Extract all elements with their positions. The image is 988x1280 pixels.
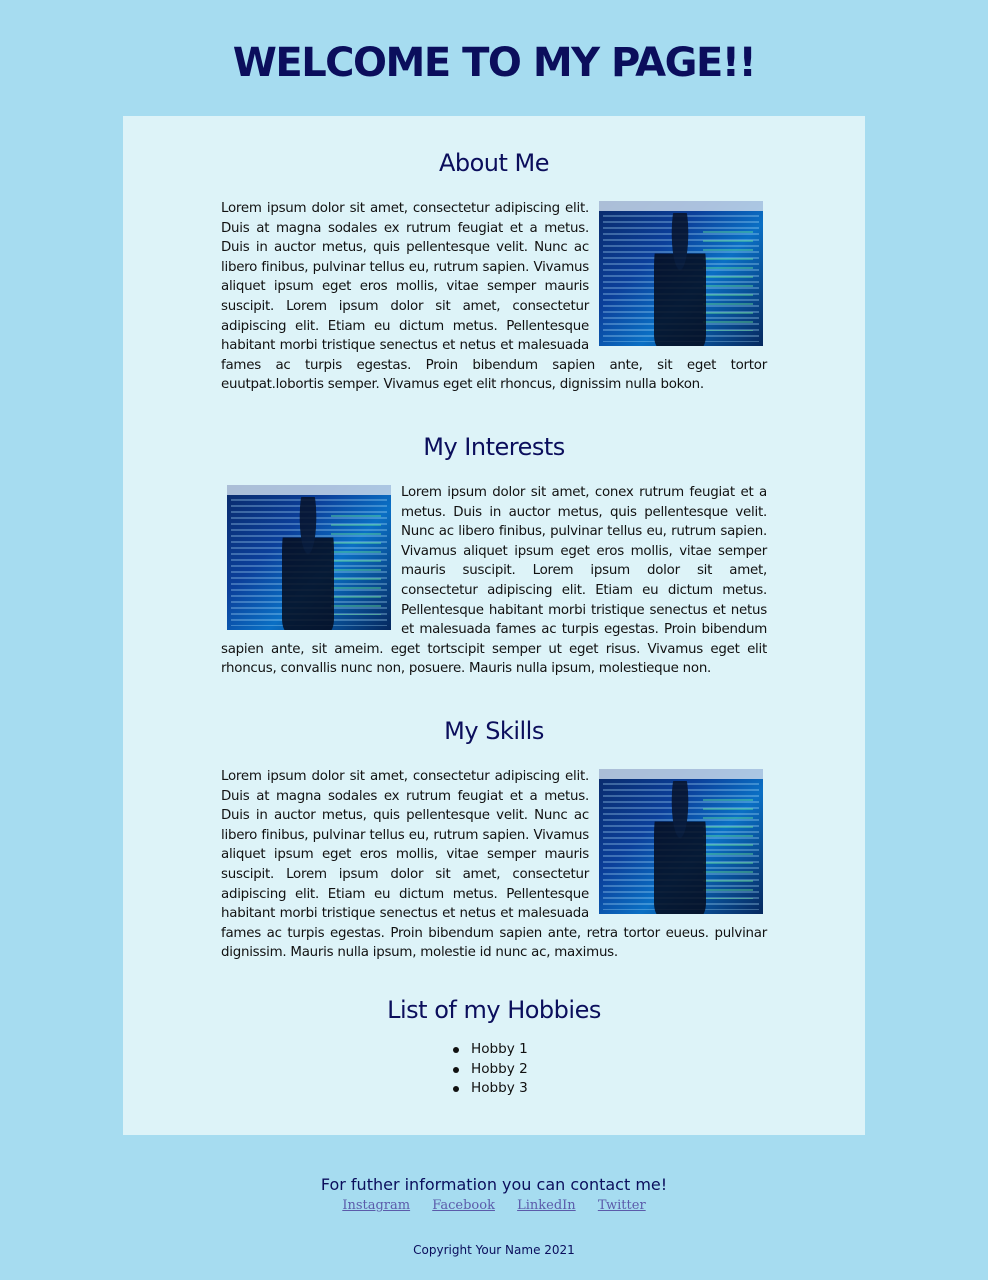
hobbies-heading: List of my Hobbies bbox=[387, 996, 601, 1024]
photo-code-highlight bbox=[703, 231, 753, 331]
twitter-link[interactable]: Twitter bbox=[597, 1198, 646, 1213]
photo-screen-bar bbox=[227, 485, 391, 495]
about-text: Lorem ipsum dolor sit amet, consectetur adipiscing elit. Duis at magna sodales ex rutrum feugiat et a metus. Duis in auctor metus, quis pellentesque velit. Nunc ac libero finibus, pulvinar tellus eu, rutrum sapien. Vivamus aliquet ipsum eget eros mollis, vitae semper mauris suscipit. Lorem ipsum dolor sit amet, consectetur adipiscing elit. Etiam eu dictum metus. Pellentesque habitant morbi tristique senectus et netus et malesuada fames ac turpis egestas. Proin bibendum sapien ante, sit eget tortor euutpat.lobortis semper. Vivamus eget elit rhoncus, dignissim nulla bokon. bbox=[221, 201, 767, 393]
skills-heading: My Skills bbox=[444, 717, 544, 745]
photo-code-highlight bbox=[331, 515, 381, 615]
photo-person-silhouette bbox=[654, 781, 706, 914]
list-item: Hobby 2 bbox=[451, 1060, 531, 1080]
interests-text: Lorem ipsum dolor sit amet, conex rutrum feugiat et a metus. Duis in auctor metus, quis pellentesque velit. Nunc ac libero finibus, pulvinar tellus eu, rutrum sapien. Vivamus aliquet ipsum eget eros mollis, vitae semper mauris suscipit. Lorem ipsum dolor sit amet, consectetur adipiscing elit. Etiam eu dictum metus. Pellentesque habitant morbi tristique senectus et netus et malesuada fames ac turpis egestas. Proin bibendum sapien ante, sit ameim. eget tortscipit semper ut eget risus. Vivamus eget elit rhoncus, convallis nunc non, posuere. Mauris nulla ipsum, molestieque non. bbox=[221, 485, 767, 677]
list-item: Hobby 3 bbox=[451, 1079, 531, 1099]
list-item: Hobby 1 bbox=[451, 1040, 531, 1060]
skills-text: Lorem ipsum dolor sit amet, consectetur adipiscing elit. Duis at magna sodales ex rutrum feugiat et a metus. Duis in auctor metus, quis pellentesque velit. Nunc ac libero finibus, pulvinar tellus eu, rutrum sapien. Vivamus aliquet ipsum eget eros mollis, vitae semper mauris suscipit. Lorem ipsum dolor sit amet, consectetur adipiscing elit. Etiam eu dictum metus. Pellentesque habitant morbi tristique senectus et netus et malesuada fames ac turpis egestas. Proin bibendum sapien ante, retra tortor eueus. pulvinar dignissim. Mauris nulla ipsum, molestie id nunc ac, maximus. bbox=[221, 769, 767, 961]
about-section bbox=[221, 149, 767, 395]
copyright-text: Copyright Your Name 2021 bbox=[413, 1243, 575, 1257]
photo-person-silhouette bbox=[654, 213, 706, 346]
page-title: WELCOME TO MY PAGE!! bbox=[232, 40, 756, 86]
hobbies-section bbox=[123, 996, 865, 1099]
hobbies-list bbox=[451, 1040, 531, 1099]
photo-code-highlight bbox=[703, 799, 753, 899]
contact-text: For futher information you can contact me! bbox=[320, 1175, 668, 1194]
linkedin-link[interactable]: LinkedIn bbox=[517, 1198, 576, 1213]
photo-screen-bar bbox=[599, 201, 763, 211]
photo-screen-bar bbox=[599, 769, 763, 779]
skills-text-block bbox=[221, 767, 767, 963]
social-links bbox=[0, 1198, 988, 1213]
skills-section bbox=[221, 717, 767, 963]
interests-section bbox=[221, 433, 767, 679]
footer bbox=[0, 1174, 988, 1213]
instagram-link[interactable]: Instagram bbox=[342, 1198, 411, 1213]
skills-photo bbox=[599, 769, 763, 914]
main-content-panel bbox=[123, 116, 865, 1135]
about-photo bbox=[599, 201, 763, 346]
photo-person-silhouette bbox=[282, 497, 334, 630]
about-heading: About Me bbox=[438, 149, 550, 177]
facebook-link[interactable]: Facebook bbox=[432, 1198, 495, 1213]
interests-text-block bbox=[221, 483, 767, 679]
interests-photo bbox=[227, 485, 391, 630]
interests-heading: My Interests bbox=[423, 433, 565, 461]
about-text-block bbox=[221, 199, 767, 395]
